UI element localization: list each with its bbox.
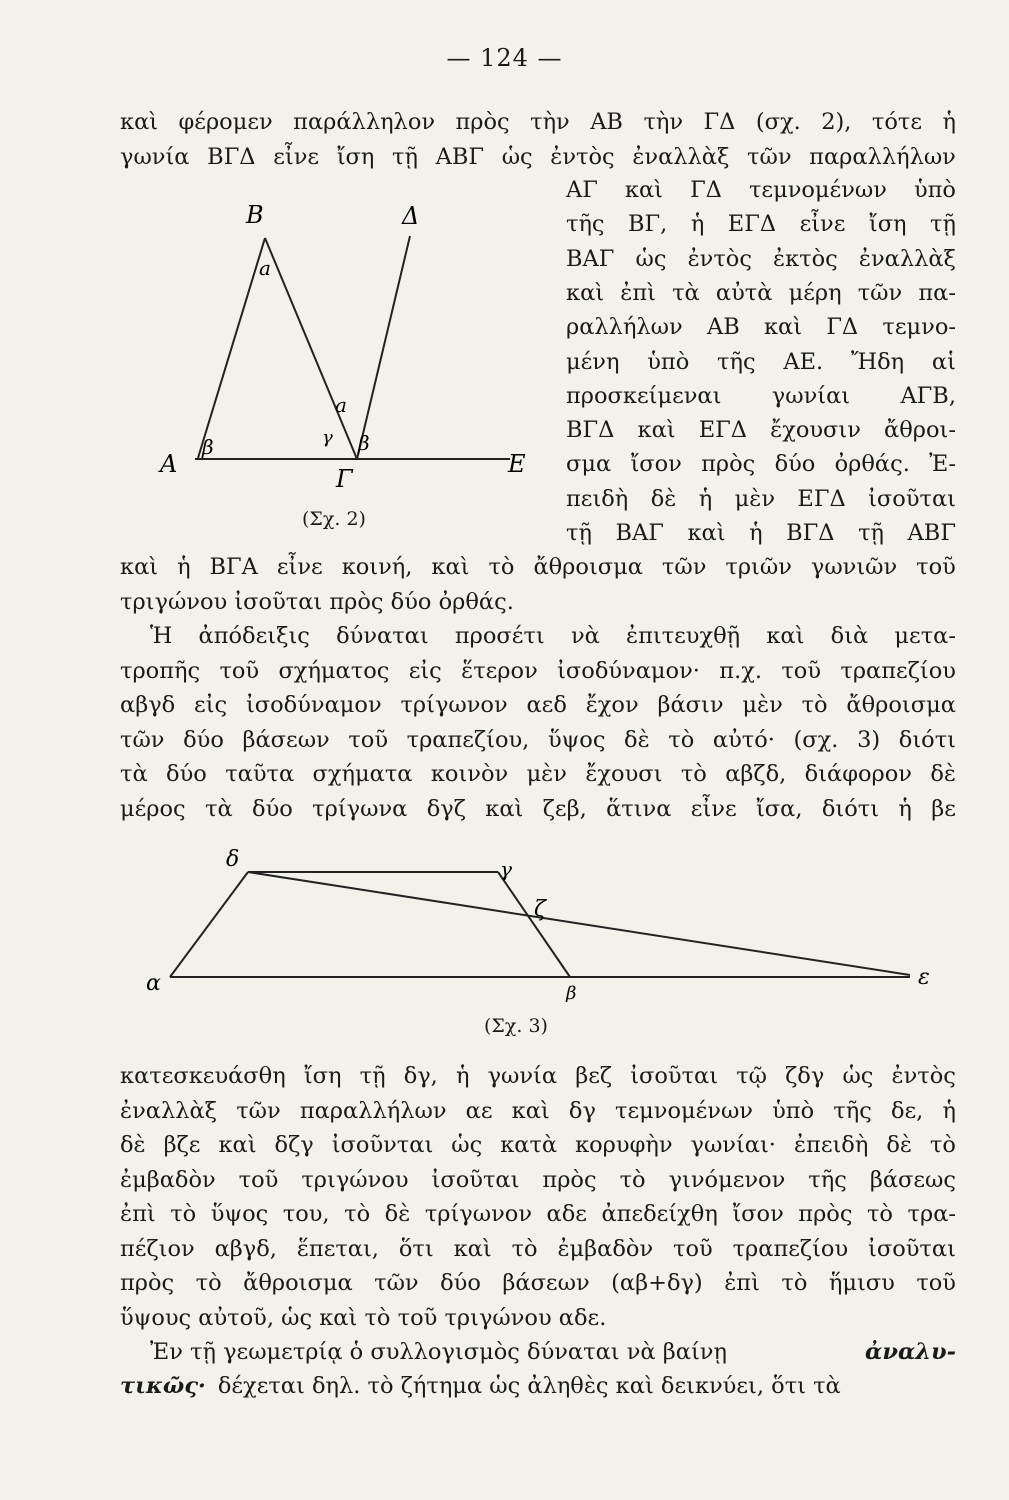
fig2-label-a-mid: a (335, 393, 347, 417)
fig2-label-a-top: a (259, 256, 271, 280)
text-line: προσκείμεναι γωνίαι ΑΓΒ, (566, 382, 956, 409)
p4-line2-text: δέχεται δηλ. τὸ ζήτημα ὡς ἀληθὲς καὶ δεικνύει, ὅτι τὰ (217, 1373, 841, 1399)
fig2-label-b-left: β (202, 435, 214, 459)
fig3-label-g: γ (500, 857, 512, 881)
fig3-side-gb (498, 872, 570, 977)
text-line: πρὸς τὸ ἄθροισμα τῶν δύο βάσεων (αβ+δγ) ἐπὶ τὸ ἥμισυ τοῦ (120, 1270, 956, 1296)
fig2-label-A: Α (160, 450, 178, 478)
p4-line1-text: Ἐν τῇ γεωμετρίᾳ ὁ συλλογισμὸς δύναται νὰ βαίνῃ (150, 1339, 727, 1365)
text-line: τῶν δύο βάσεων τοῦ τραπεζίου, ὕψος δὲ τὸ αὐτό· (σχ. 3) διότι (120, 726, 956, 753)
text-line: κατεσκευάσθη ἴση τῇ δγ, ἡ γωνία βεζ ἰσοῦται τῷ ζδγ ὡς ἐντὸς (120, 1063, 956, 1089)
text-line: γωνία ΒΓΔ εἶνε ἴση τῇ ΑΒΓ ὡς ἐντὸς ἐναλλὰξ τῶν παραλλήλων (120, 143, 956, 170)
p4-line1-bold: ἀναλυ- (865, 1339, 956, 1365)
fig2-label-B: B (246, 201, 264, 229)
text-line: ὕψους αὐτοῦ, ὡς καὶ τὸ τοῦ τριγώνου αδε. (120, 1304, 607, 1331)
fig3-label-e: ε (918, 965, 930, 990)
fig2-label-D: Δ (402, 202, 420, 230)
text-line: τριγώνου ἰσοῦται πρὸς δύο ὀρθάς. (120, 588, 514, 615)
text-line: τροπῆς τοῦ σχήματος εἰς ἕτερον ἰσοδύναμον· π.χ. τοῦ τραπεζίου (120, 657, 956, 684)
fig2-label-b-right: β (358, 431, 370, 455)
text-line: δὲ βζε καὶ δζγ ἰσοῦνται ὡς κατὰ κορυφὴν γωνίαι· ἐπειδὴ δὲ τὸ (120, 1132, 956, 1158)
text-line: τὰ δύο ταῦτα σχήματα κοινὸν μὲν ἔχουσι τὸ αβζδ, διάφορον δὲ (120, 761, 956, 787)
text-line: ΒΓΔ καὶ ΕΓΔ ἔχουσιν ἄθροι- (566, 417, 956, 444)
text-line: πειδὴ δὲ ἡ μὲν ΕΓΔ ἰσοῦται (566, 485, 956, 512)
text-line: ἐπὶ τὸ ὕψος του, τὸ δὲ τρίγωνον αδε ἀπεδείχθη ἴσον πρὸς τὸ τρα- (120, 1201, 956, 1227)
fig2-label-g: γ (322, 427, 333, 448)
text-line: ΑΓ καὶ ΓΔ τεμνομένων ὑπὸ (566, 177, 956, 203)
text-line: ἐμβαδὸν τοῦ τριγώνου ἰσοῦται πρὸς τὸ γινόμενον τῆς βάσεως (120, 1166, 956, 1193)
text-line: ραλλήλων ΑΒ καὶ ΓΔ τεμνο- (566, 314, 956, 341)
text-line: μέρος τὰ δύο τρίγωνα δγζ καὶ ζεβ, ἅτινα εἶνε ἴσα, διότι ἡ βε (120, 795, 956, 822)
text-line: ΒΑΓ ὡς ἐντὸς ἐκτὸς ἐναλλὰξ (566, 245, 956, 272)
fig3-diag-de (248, 872, 910, 975)
text-line: καὶ ἡ ΒΓΑ εἶνε κοινή, καὶ τὸ ἄθροισμα τῶν τριῶν γωνιῶν τοῦ (120, 554, 956, 580)
figure-3 (130, 842, 950, 1002)
page-number: — 124 — (446, 44, 563, 72)
text-line: τῇ ΒΑΓ καὶ ἡ ΒΓΔ τῇ ΑΒΓ (566, 520, 956, 546)
fig2-line-GD (357, 236, 410, 459)
fig3-label-b: β (566, 983, 577, 1002)
fig3-side-ad (170, 872, 248, 977)
text-line: ἐναλλὰξ τῶν παραλλήλων αε καὶ δγ τεμνομένων ὑπὸ τῆς δε, ἡ (120, 1097, 956, 1124)
fig2-label-E: Ε (508, 450, 526, 478)
text-line (120, 1368, 956, 1404)
text-line: τῆς ΒΓ, ἡ ΕΓΔ εἶνε ἴση τῇ (566, 211, 956, 238)
text-line: αβγδ εἰς ἰσοδύναμον τρίγωνον αεδ ἔχον βάσιν μὲν τὸ ἄθροισμα (120, 692, 956, 718)
fig3-label-d: δ (226, 847, 240, 872)
fig2-line-BG (265, 238, 357, 459)
text-line: μένη ὑπὸ τῆς ΑΕ. Ἤδη αἱ (566, 348, 956, 375)
text-line: σμα ἴσον πρὸς δύο ὀρθάς. Ἐ- (566, 451, 956, 478)
fig2-caption: (Σχ. 2) (302, 508, 366, 530)
figure-2 (140, 180, 560, 540)
fig2-label-G: Γ (336, 465, 353, 493)
text-line: Ἡ ἀπόδειξις δύναται προσέτι νὰ ἐπιτευχθῇ καὶ διὰ μετα- (150, 623, 956, 649)
fig2-line-AB (198, 238, 265, 458)
fig3-label-a: α (146, 971, 161, 996)
text-line: καὶ ἐπὶ τὰ αὐτὰ μέρη τῶν πα- (566, 279, 956, 306)
p4-line2-bold: τικῶς· (120, 1373, 206, 1399)
text-line: πέζιον αβγδ, ἕπεται, ὅτι καὶ τὸ ἐμβαδὸν τοῦ τραπεζίου ἰσοῦται (120, 1235, 956, 1262)
text-line (150, 1334, 956, 1370)
fig3-label-z: ζ (534, 897, 546, 922)
fig3-caption: (Σχ. 3) (484, 1015, 548, 1037)
text-line: καὶ φέρομεν παράλληλον πρὸς τὴν ΑΒ τὴν ΓΔ (σχ. 2), τότε ἡ (120, 109, 956, 135)
